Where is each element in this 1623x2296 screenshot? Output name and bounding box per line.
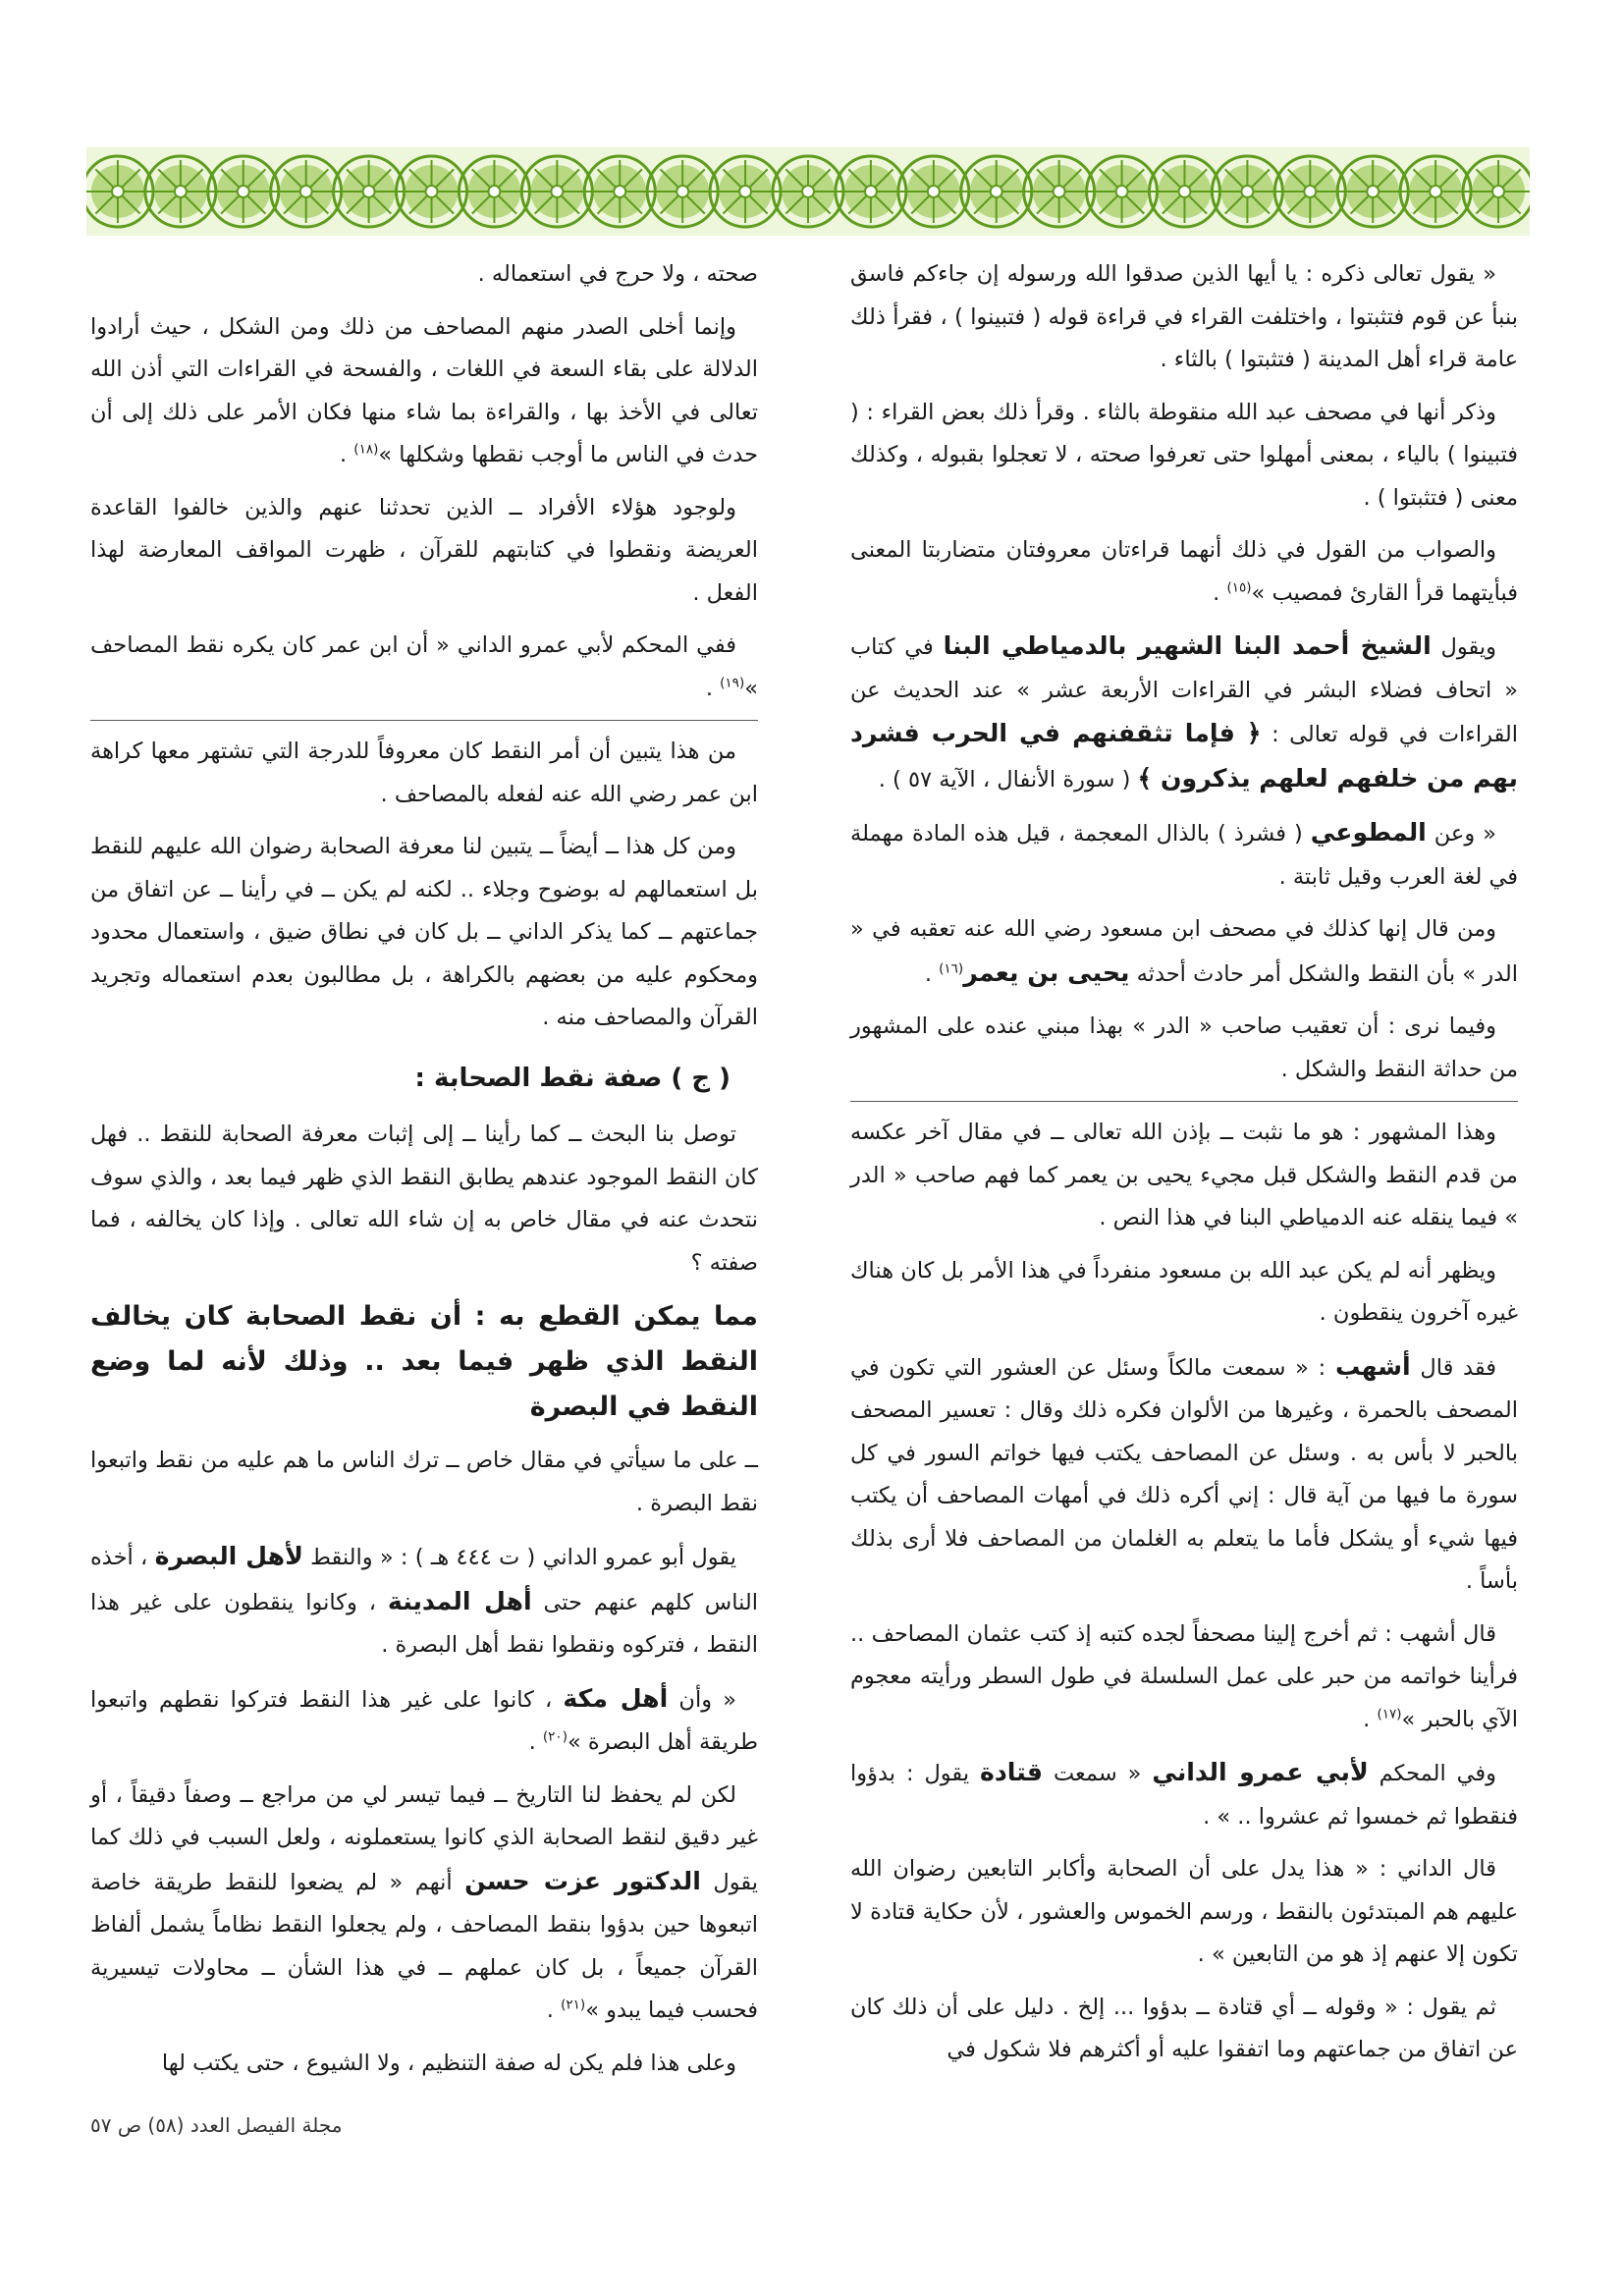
- emphasis-paragraph: [90, 1294, 758, 1430]
- text: يقول : بدؤوا فنقطوا ثم خمسوا ثم عشروا .. » .: [850, 1761, 1518, 1830]
- footnote-ref: (١٧): [1377, 1706, 1402, 1722]
- text: لكن لم يحفظ لنا التاريخ ــ فيما تيسر لي من مراجع ــ وصفاً دقيقاً ، أو غير دقيق لنقط الصحابة الذي كانوا يستعملونه ، ولعل السبب في ذلك كما يقول: [90, 1781, 758, 1895]
- paragraph: لكن لم يحفظ لنا التاريخ ــ فيما تيسر لي من مراجع ــ وصفاً دقيقاً ، أو غير دقيق لنقط الصحابة الذي كانوا يستعملونه ، ولعل السبب في ذلك كما يقول الدكتور عزت حسن أنهم « لم يضعوا للنقط طريقة خاصة اتبعوها حين بدؤوا بنقط المصاحف ، ولم يجعلوا النقط نظاماً يشمل ألفاظ القرآن جميعاً ، بل كان عملهم ــ في هذا الشأن ــ محاولات تيسيرية فحسب فيما يبدو »$^{(٢١)}$ .: [90, 1781, 758, 2023]
- text: ويقول: [1431, 634, 1496, 660]
- rosette: [961, 156, 1032, 227]
- rosette: [1024, 156, 1095, 227]
- text: « يقول تعالى ذكره : يا أيها الذين صدقوا الله ورسوله إن جاءكم فاسق بنبأ عن قوم فتثبتوا ، واختلفت القراء في قراءة قوله ( فتبينوا ) ، فقرأ ذلك عامة قراء أهل المدينة ( فتثبتوا ) بالثاء .: [850, 261, 1518, 372]
- paragraph: [850, 1250, 1518, 1336]
- paragraph: ومن قال إنها كذلك في مصحف ابن مسعود رضي الله عنه تعقبه في « الدر » بأن النقط والشكل أمر حادث أحدثه يحيى بن يعمر$^{(١٦)}$ .: [850, 916, 1518, 987]
- text: « وأن: [668, 1686, 736, 1713]
- text: ( فشرذ ) بالذال المعجمة ، قيل هذه المادة مهملة في لغة العرب وقيل ثابتة .: [850, 821, 1518, 890]
- left-column: [90, 253, 758, 2095]
- text: فقد قال: [1410, 1354, 1496, 1381]
- rosette: [1087, 156, 1158, 227]
- text: ــ على ما سيأتي في مقال خاص ــ ترك الناس ما هم عليه من نقط واتبعوا نقط البصرة .: [90, 1448, 758, 1516]
- rosette-border-ornament: [86, 147, 1530, 236]
- person-name: الدكتور عزت حسن: [464, 1866, 701, 1895]
- quran-verse: ﴿ فإما تثقفنهم في الحرب فشرد بهم من خلفهم لعلهم يذكرون ﴾: [850, 719, 1518, 793]
- person-name: قتادة: [980, 1758, 1044, 1786]
- paragraph: والصواب من القول في ذلك أنهما قراءتان معروفتان متضاربتا المعنى فبأيتهما قرأ القارئ فمصيب »$^{(١٥)}$ .: [850, 537, 1518, 606]
- paragraph: وإنما أخلى الصدر منهم المصاحف من ذلك ومن الشكل ، حيث أرادوا الدلالة على بقاء السعة في اللغات ، والفسحة في القراءات التي أذن الله تعالى في الأخذ بها ، والقراءة بما شاء منها فكان الأمر على ذلك إلى أن حدث في الناس ما أوجب نقطها وشكلها »$^{(١٨)}$ .: [90, 313, 758, 467]
- paragraph: [90, 1114, 758, 1285]
- rosette: [1149, 156, 1219, 227]
- text: ففي المحكم لأبي عمرو الداني « أن ابن عمر كان يكره نقط المصاحف »: [90, 632, 758, 701]
- footnote-ref: (١٥): [1226, 579, 1252, 595]
- paragraph: [90, 826, 758, 1040]
- footnote-ref: (٢٠): [542, 1728, 568, 1745]
- rosette: [773, 156, 843, 227]
- text: ولوجود هؤلاء الأفراد ــ الذين تحدثنا عنهم والذين خالفوا القاعدة العريضة ونقطوا في كتابتهم للقرآن ، ظهرت المواقف المعارضة لهذا الفعل .: [90, 494, 758, 606]
- section-heading: ( ج ) صفة نقط الصحابة :: [414, 1063, 730, 1093]
- text: قال أشهب : ثم أخرج إلينا مصحفاً لجده كتبه إذ كتب عثمان المصاحف .. فرأينا خواتمه من حبر على عمل السلسلة في طول السطر ورأيته معجوم الآي بالحبر »: [850, 1620, 1518, 1732]
- rosette: [647, 156, 718, 227]
- footnote-ref: (١٦): [939, 960, 964, 976]
- text: وفيما نرى : أن تعقيب صاحب « الدر » بهذا مبني عنده على المشهور من حداثة النقط والشكل .: [850, 1013, 1518, 1082]
- text: ، كانوا على غير هذا النقط فتركوا نقطهم واتبعوا طريقة أهل البصرة »: [90, 1686, 758, 1755]
- paragraph: ففي المحكم لأبي عمرو الداني « أن ابن عمر كان يكره نقط المصاحف »$^{(١٩)}$ .: [90, 632, 758, 701]
- divider: [850, 1101, 1518, 1102]
- text: « سمعت: [1043, 1761, 1153, 1786]
- footnote-ref: (١٩): [720, 675, 745, 690]
- rosette: [1337, 156, 1408, 227]
- footnote-ref: (٢١): [561, 1996, 586, 2013]
- rosette: [1400, 156, 1471, 227]
- paragraph: [850, 1751, 1518, 1838]
- paragraph: [90, 2043, 758, 2086]
- place-name: أهل مكة: [563, 1683, 669, 1713]
- footnote-ref: (١٨): [353, 441, 379, 458]
- text: ( سورة الأنفال ، الآية ٥٧ ) .: [878, 766, 1138, 793]
- rosette: [397, 156, 467, 227]
- paragraph: [850, 253, 1518, 382]
- right-column: [850, 253, 1518, 2082]
- text: مما يمكن القطع به : أن نقط الصحابة كان يخالف النقط الذي ظهر فيما بعد .. وذلك لأنه لما وضع النقط في البصرة: [90, 1301, 758, 1422]
- paragraph: [90, 487, 758, 616]
- page-footer: مجلة الفيصل العدد (٥٨) ص ٥٧: [90, 2113, 343, 2137]
- paragraph: [850, 1345, 1518, 1604]
- text: « وعن: [1426, 821, 1496, 847]
- divider: [90, 720, 758, 721]
- text: ، أخذه الناس كلهم عنهم حتى: [90, 1545, 758, 1615]
- person-name: أشهب: [1334, 1351, 1411, 1381]
- paragraph: [850, 1987, 1518, 2072]
- paragraph: [90, 1535, 758, 1667]
- text: وذكر أنها في مصحف عبد الله منقوطة بالثاء . وقرأ ذلك بعض القراء : ( فتبينوا ) بالياء ، بمعنى أمهلوا حتى تعرفوا صحته ، لا تعجلوا بقبوله ، وكذلك معنى ( فتثبتوا ) .: [850, 399, 1518, 511]
- text: وإنما أخلى الصدر منهم المصاحف من ذلك ومن الشكل ، حيث أرادوا الدلالة على بقاء السعة في اللغات ، والفسحة في القراءات التي أذن الله تعالى في الأخذ بها ، والقراءة بما شاء منها فكان الأمر على ذلك إلى أن حدث في الناس ما أوجب نقطها وشكلها »: [90, 313, 758, 467]
- rosette: [584, 156, 655, 227]
- rosette: [521, 156, 592, 227]
- text: : « سمعت مالكاً وسئل عن العشور التي تكون في المصحف بالحمرة ، وغيرها من الألوان فكره ذلك وقال : تعسير المصحف بالحبر لا بأس به . وسئل عن المصاحف يكتب فيها خواتم السور في كل سورة ما فيها من آية قال : إني أكره ذلك في أمهات المصاحف أن يكتب فيها شيء أو يشكل فأما ما يتعلم به الغلمان من المصاحف فلا أرى بذلك بأساً .: [850, 1354, 1518, 1594]
- rosette: [898, 156, 969, 227]
- person-name: لأبي عمرو الداني: [1152, 1758, 1369, 1786]
- rosette: [710, 156, 781, 227]
- person-name: يحيى بن يعمر: [963, 957, 1130, 987]
- paragraph: [850, 392, 1518, 520]
- text: ومن قال إنها كذلك في مصحف ابن مسعود رضي الله عنه تعقبه في « الدر » بأن النقط والشكل أمر حادث أحدثه: [850, 916, 1518, 987]
- paragraph: قال أشهب : ثم أخرج إلينا مصحفاً لجده كتبه إذ كتب عثمان المصاحف .. فرأينا خواتمه من حبر على عمل السلسلة في طول السطر ورأيته معجوم الآي بالحبر »$^{(١٧)}$ .: [850, 1620, 1518, 1732]
- text: وفي المحكم: [1368, 1761, 1496, 1786]
- rosette: [459, 156, 529, 227]
- text: أنهم « لم يضعوا للنقط طريقة خاصة اتبعوها حين بدؤوا بنقط المصاحف ، ولم يجعلوا النقط نظاماً يشمل ألفاظ القرآن جميعاً ، بل كان عملهم ــ في هذا الشأن ــ محاولات تيسيرية فحسب فيما يبدو »: [90, 1869, 758, 2023]
- text: توصل بنا البحث ــ كما رأينا ــ إلى إثبات معرفة الصحابة للنقط .. فهل كان النقط الموجود عندهم يطابق النقط الذي ظهر فيما بعد ، والذي سوف نتحدث عنه في مقال خاص به إن شاء الله تعالى . وإذا كان يخالفه ، فما صفته ؟: [90, 1121, 758, 1276]
- rosette: [271, 156, 342, 227]
- paragraph: [90, 253, 758, 297]
- rosette: [334, 156, 405, 227]
- text: من هذا يتبين أن أمر النقط كان معروفاً للدرجة التي تشتهر معها كراهة ابن عمر رضي الله عنه لفعله بالمصاحف .: [90, 738, 758, 807]
- paragraph: [90, 731, 758, 816]
- text: ومن كل هذا ــ أيضاً ــ يتبين لنا معرفة الصحابة رضوان الله عليهم للنقط بل استعمالهم له بوضوح وجلاء .. لكنه لم يكن ــ في رأينا ــ عن اتفاق من جماعتهم ــ كما يذكر الداني ــ بل كان في نطاق ضيق ، واستعمال محدود ومحكوم عليه من بعضهم بالكراهة ، بل مطالبون بعدم استعماله وتجريد القرآن والمصاحف منه .: [90, 834, 758, 1030]
- paragraph: [850, 1848, 1518, 1977]
- person-name: الشيخ أحمد البنا الشهير بالدمياطي البنا: [943, 631, 1432, 660]
- rosette: [208, 156, 279, 227]
- person-name: المطوعي: [1310, 818, 1427, 847]
- paragraph: [90, 1440, 758, 1525]
- text: والصواب من القول في ذلك أنهما قراءتان معروفتان متضاربتا المعنى فبأيتهما قرأ القارئ فمصيب »: [850, 537, 1518, 606]
- text: ثم يقول : « وقوله ــ أي قتادة ــ بدؤوا ... إلخ . دليل على أن ذلك كان عن اتفاق من جماعتهم وما اتفقوا عليه أو أكثرهم فلا شكول في: [850, 1994, 1518, 2062]
- paragraph: [850, 811, 1518, 899]
- paragraph: [850, 1006, 1518, 1091]
- text: صحته ، ولا حرج في استعماله .: [477, 261, 758, 287]
- rosette: [145, 156, 216, 227]
- ornamental-header-border: [86, 147, 1530, 236]
- rosette: [1212, 156, 1282, 227]
- place-name: أهل المدينة: [387, 1586, 532, 1615]
- paragraph: [850, 1112, 1518, 1240]
- paragraph: « وأن أهل مكة ، كانوا على غير هذا النقط فتركوا نقطهم واتبعوا طريقة أهل البصرة »$^{(٢٠)}$ .: [90, 1683, 758, 1755]
- text: قال الداني : « هذا يدل على أن الصحابة وأكابر التابعين رضوان الله عليهم هم المبتدئون بالنقط ، ورسم الخموس والعشور ، لأن حكاية قتادة لا تكون إلا عنهم إذ هو من التابعين » .: [850, 1856, 1518, 1967]
- place-name: لأهل البصرة: [154, 1542, 303, 1570]
- text: ، وكانوا ينقطون على غير هذا النقط ، فتركوه ونقطوا نقط أهل البصرة .: [90, 1589, 758, 1658]
- rosette: [1274, 156, 1345, 227]
- rosette: [836, 156, 906, 227]
- text: في كتاب « اتحاف فضلاء البشر في القراءات الأربعة عشر » عند الحديث عن القراءات في قوله تعالى :: [850, 634, 1518, 747]
- text: وهذا المشهور : هو ما نثبت ــ بإذن الله تعالى ــ في مقال آخر عكسه من قدم النقط والشكل قبل مجيء يحيى بن يعمر كما فهم صاحب « الدر » فيما ينقله عنه الدمياطي البنا في هذا النص .: [850, 1120, 1518, 1230]
- text: وعلى هذا فلم يكن له صفة التنظيم ، ولا الشيوع ، حتى يكتب لها: [161, 2050, 736, 2076]
- text: ويظهر أنه لم يكن عبد الله بن مسعود منفرداً في هذا الأمر بل كان هناك غيره آخرون ينقطون .: [850, 1257, 1518, 1326]
- text: يقول أبو عمرو الداني ( ت ٤٤٤ هـ ) : « والنقط: [302, 1545, 737, 1570]
- paragraph: [850, 625, 1518, 801]
